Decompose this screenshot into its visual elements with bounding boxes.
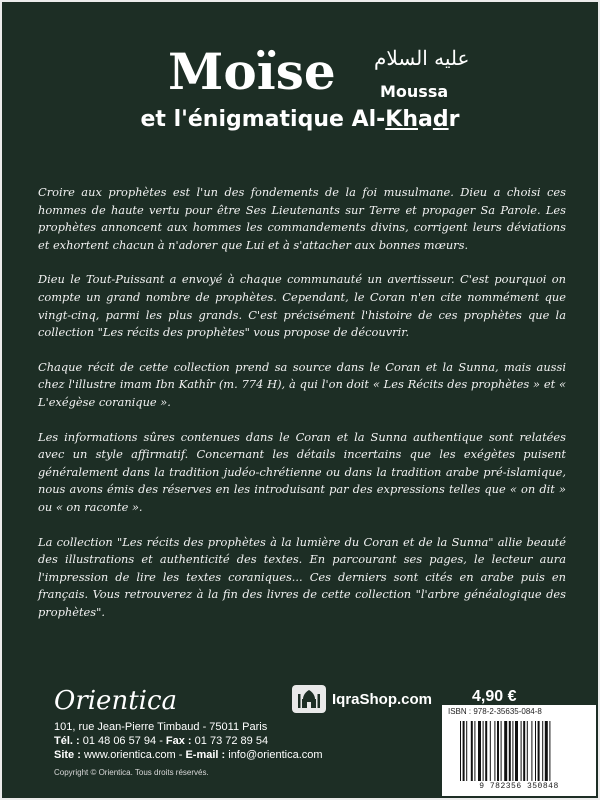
publisher-logo: Orientica <box>54 686 178 716</box>
subtitle <box>2 107 598 132</box>
tel-label: Tél. : <box>54 735 80 747</box>
isbn: ISBN : 978-2-35635-084-8 <box>448 707 542 716</box>
publisher-address-block <box>54 720 323 762</box>
subtitle-underlined-2: d <box>432 107 449 132</box>
email-link[interactable]: info@orientica.com <box>228 749 323 761</box>
site-email-line: Site : www.orientica.com - E-mail : info@orientica.com <box>54 749 323 761</box>
fax-number: 01 73 72 89 54 <box>194 735 269 747</box>
tel-number: 01 48 06 57 94 <box>82 735 157 747</box>
title-name: Moussa <box>380 82 449 101</box>
paragraph: Les informations sûres contenues dans le Coran et la Sunna authentique sont relatées avec un style affirmatif. Concernant les détails incertains que les exégètes puisent généralement dans la tradition judéo-chrétienne ou dans la tradition arabe pré-islamique, nous avons émis des réserves en les introduisant par des expressions telles que « on dit » ou « on raconte ». <box>38 429 566 514</box>
email-label: E-mail : <box>185 749 226 761</box>
paragraph: Dieu le Tout-Puissant a envoyé à chaque communauté un avertisseur. C'est pourquoi on compte un grand nombre de prophètes. Cependant, le Coran n'en cite nommément que vingt-cinq, parmi les plus grands. C'est précisément l'histoire de ces prophètes que la collection "Les récits des prophètes" vous propose de découvrir. <box>38 272 566 340</box>
site-label: Site : <box>54 749 81 761</box>
subtitle-prefix: et l'énigmatique Al- <box>140 107 386 132</box>
fax-label: Fax : <box>165 735 192 747</box>
footer <box>2 680 598 798</box>
paragraph: Chaque récit de cette collection prend sa source dans le Coran et la Sunna, mais aussi chez l'illustre imam Ibn Kathîr (m. 774 H), à qui l'on doit « Les Récits des prophètes » et « L'exégèse coranique ». <box>38 359 566 409</box>
book-back-cover <box>2 2 598 798</box>
subtitle-underlined: Kh <box>385 107 418 132</box>
barcode-number: 9 782356 350848 <box>479 782 559 791</box>
description-text <box>38 184 566 638</box>
paragraph: La collection "Les récits des prophètes à la lumière du Coran et de la Sunna" allie beauté des illustrations et authenticité des textes. En parcourant ses pages, le lecteur aura l'impression de lire les textes coraniques... Ces derniers sont cités en arabe puis en français. Vous retrouverez à la fin des livres de cette collection "l'arbre généalogique des prophètes". <box>38 534 566 619</box>
subtitle-suffix: r <box>448 107 460 132</box>
barcode-icon <box>458 721 590 781</box>
site-link[interactable]: www.orientica.com <box>83 749 176 761</box>
paragraph: Croire aux prophètes est l'un des fondements de la foi musulmane. Dieu a choisi ces hommes de haute vertu pour être Ses Lieutenants sur Terre et propager Sa Parole. Les prophètes annoncent aux hommes les commandements divins, corrigent leurs déviations et exhortent chacun à n'adorer que Lui et à s'attacher aux bonnes mœurs. <box>38 185 566 252</box>
subtitle-mid: a <box>418 107 433 132</box>
phone-fax-line: Tél. : 01 48 06 57 94 - Fax : 01 73 72 89 54 <box>54 735 269 747</box>
arabic-honorific: عليه السلام <box>374 46 470 70</box>
address: 101, rue Jean-Pierre Timbaud - 75011 Paris <box>54 721 268 733</box>
shop-name: IqraShop.com <box>332 690 433 708</box>
mosque-icon <box>292 685 326 713</box>
copyright: Copyright © Orientica. Tous droits réservés. <box>54 768 209 777</box>
price: 4,90 € <box>472 688 517 705</box>
main-title: Moïse <box>168 42 336 101</box>
iqrashop-logo <box>292 684 432 714</box>
barcode-box <box>442 705 596 796</box>
